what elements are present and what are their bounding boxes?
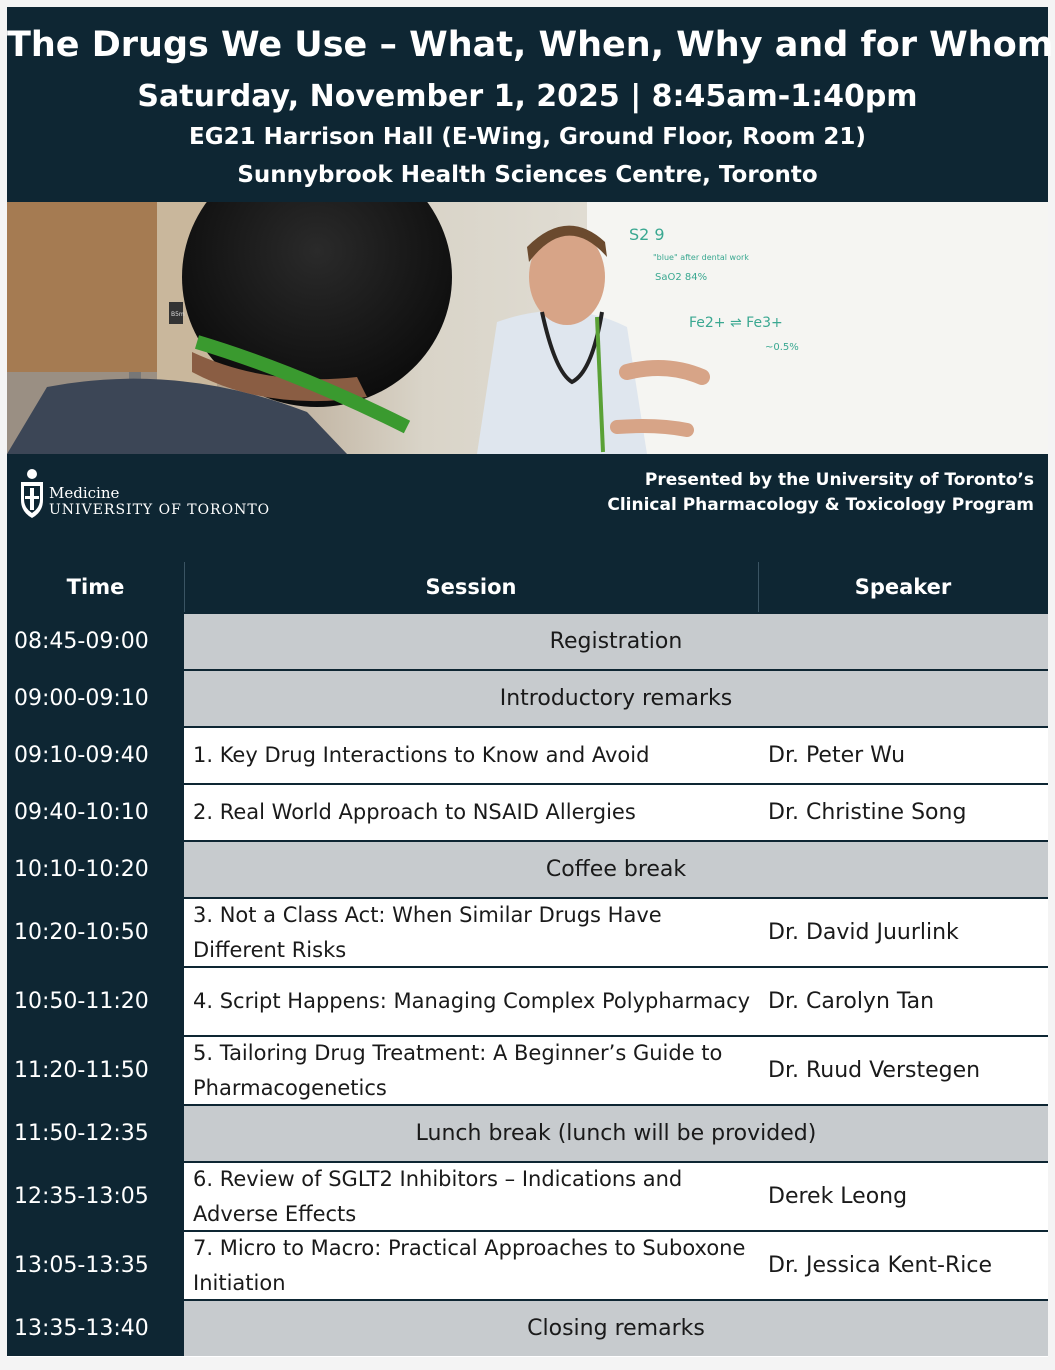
header-time: Time (66, 575, 125, 599)
whiteboard-note-1: S2 9 (629, 225, 665, 244)
time-cell: 09:00-09:10 (7, 671, 184, 726)
speaker-cell: Derek Leong (758, 1163, 1048, 1230)
university-logo (19, 464, 319, 524)
sponsor-band (7, 454, 1048, 562)
event-date-time: Saturday, November 1, 2025 | 8:45am-1:40pm (137, 79, 918, 114)
logo-faculty: Medicine (49, 484, 120, 502)
whiteboard-note-2: "blue" after dental work (653, 253, 749, 262)
time-cell: 10:50-11:20 (7, 968, 184, 1035)
table-row (7, 726, 1048, 783)
door-sign: B5m (171, 311, 185, 318)
table-row (7, 1230, 1048, 1299)
break-cell: Lunch break (lunch will be provided) (184, 1106, 1048, 1161)
table-row (7, 1104, 1048, 1161)
time-cell: 13:05-13:35 (7, 1232, 184, 1299)
table-row (7, 1161, 1048, 1230)
table-row (7, 840, 1048, 897)
poster-header (7, 7, 1054, 202)
table-row (7, 897, 1048, 966)
table-row (7, 783, 1048, 840)
table-row (7, 612, 1048, 669)
speaker-cell: Dr. Jessica Kent-Rice (758, 1232, 1048, 1299)
time-cell: 13:35-13:40 (7, 1301, 184, 1356)
presented-by (607, 468, 1034, 518)
table-row (7, 1035, 1048, 1104)
schedule-header (7, 562, 1048, 612)
schedule-table (7, 612, 1048, 1356)
session-cell: 2. Real World Approach to NSAID Allergies (184, 785, 758, 840)
break-cell: Registration (184, 614, 1048, 669)
table-row (7, 1299, 1048, 1356)
session-cell: 4. Script Happens: Managing Complex Polypharmacy (184, 968, 758, 1035)
speaker-cell: Dr. Peter Wu (758, 728, 1048, 783)
speaker-cell: Dr. Carolyn Tan (758, 968, 1048, 1035)
header-session: Session (425, 575, 517, 599)
time-cell: 08:45-09:00 (7, 614, 184, 669)
session-cell: 5. Tailoring Drug Treatment: A Beginner’s Guide to Pharmacogenetics (184, 1037, 758, 1104)
event-room: EG21 Harrison Hall (E-Wing, Ground Floor, Room 21) (189, 124, 866, 150)
time-cell: 09:40-10:10 (7, 785, 184, 840)
session-cell: 6. Review of SGLT2 Inhibitors – Indications and Adverse Effects (184, 1163, 758, 1230)
event-venue: Sunnybrook Health Sciences Centre, Toronto (237, 162, 818, 188)
time-cell: 10:20-10:50 (7, 899, 184, 966)
speaker-cell: Dr. Christine Song (758, 785, 1048, 840)
table-row (7, 669, 1048, 726)
time-cell: 11:50-12:35 (7, 1106, 184, 1161)
logo-university: UNIVERSITY OF TORONTO (49, 502, 271, 518)
whiteboard-note-5: ~0.5% (765, 342, 799, 353)
crest-icon (19, 466, 45, 520)
event-title: The Drugs We Use – What, When, Why and for Whom (7, 25, 1054, 65)
whiteboard-note-3: SaO2 84% (655, 272, 708, 283)
presented-line-2: Clinical Pharmacology & Toxicology Program (607, 495, 1034, 515)
session-cell: 7. Micro to Macro: Practical Approaches to Suboxone Initiation (184, 1232, 758, 1299)
break-cell: Coffee break (184, 842, 1048, 897)
time-cell: 11:20-11:50 (7, 1037, 184, 1104)
break-cell: Closing remarks (184, 1301, 1048, 1356)
time-cell: 10:10-10:20 (7, 842, 184, 897)
event-poster (7, 7, 1054, 1357)
header-speaker: Speaker (854, 575, 952, 599)
session-cell: 1. Key Drug Interactions to Know and Avoid (184, 728, 758, 783)
table-row (7, 966, 1048, 1035)
clinician-at-whiteboard-image (7, 202, 1048, 454)
header-photo (7, 202, 1048, 454)
session-cell: 3. Not a Class Act: When Similar Drugs Have Different Risks (184, 899, 758, 966)
time-cell: 12:35-13:05 (7, 1163, 184, 1230)
time-cell: 09:10-09:40 (7, 728, 184, 783)
presented-line-1: Presented by the University of Toronto’s (644, 470, 1034, 490)
speaker-cell: Dr. Ruud Verstegen (758, 1037, 1048, 1104)
speaker-cell: Dr. David Juurlink (758, 899, 1048, 966)
whiteboard-note-4: Fe2+ ⇌ Fe3+ (689, 315, 783, 331)
break-cell: Introductory remarks (184, 671, 1048, 726)
